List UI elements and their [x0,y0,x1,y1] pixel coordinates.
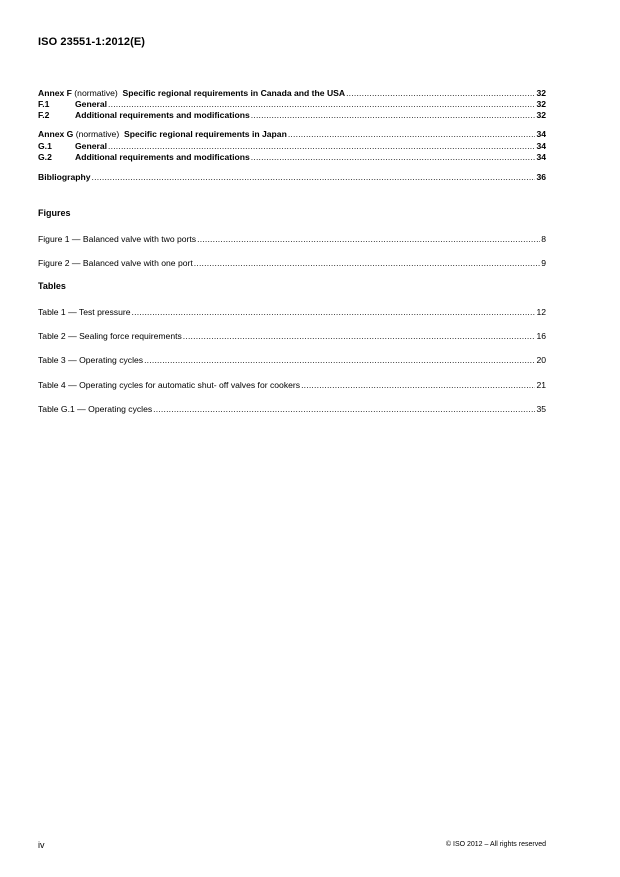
dot-leader [183,330,536,342]
toc-page-number: 36 [536,172,546,182]
figure-list-item[interactable] [38,233,546,245]
toc-entry-f2[interactable] [38,109,546,121]
dot-leader [194,257,540,269]
toc-entry-title: General [75,141,108,151]
table-page-number: 21 [536,380,546,390]
toc-annex-qualifier: (normative) [75,129,120,139]
table-caption: Table 3 — Operating cycles [38,355,144,365]
table-caption: Table 2 — Sealing force requirements [38,331,182,341]
toc-entry-title: Bibliography [38,172,91,182]
toc-section-number: F.2 [38,110,50,120]
toc-section-number: G.1 [38,141,52,151]
toc-entry-title: Specific regional requirements in Canada and the USA [122,88,346,98]
dot-leader [92,171,536,183]
figure-caption: Figure 1 — Balanced valve with two ports [38,234,197,244]
toc-page-number: 34 [536,141,546,151]
toc-entry-title: Additional requirements and modifications [75,110,250,120]
toc-annex-label: Annex F [38,88,72,98]
dot-leader [251,109,536,121]
toc-entry-title: Specific regional requirements in Japan [123,129,287,139]
toc-page-number: 32 [536,88,546,98]
table-list-item[interactable] [38,306,546,318]
toc-page-number: 32 [536,99,546,109]
toc-page-number: 34 [536,152,546,162]
toc-annex-qualifier: (normative) [74,88,118,98]
dot-leader [132,306,536,318]
toc-entry-title: General [75,99,108,109]
table-list-item[interactable] [38,379,546,391]
table-list-item[interactable] [38,354,546,366]
table-list-item[interactable] [38,403,546,415]
figure-page-number: 9 [541,258,546,268]
toc-annex-label: Annex G [38,129,74,139]
dot-leader [197,233,540,245]
toc-entry-bibliography[interactable] [38,171,546,183]
footer-page-number: iv [38,840,45,850]
toc-entry-title: Additional requirements and modifications [75,152,250,162]
table-page-number: 35 [536,404,546,414]
table-list-item[interactable] [38,330,546,342]
toc-entry-g2[interactable] [38,151,546,163]
document-id-header: ISO 23551-1:2012(E) [38,36,146,48]
footer-copyright: © ISO 2012 – All rights reserved [445,841,546,848]
toc-page-number: 32 [536,110,546,120]
figure-page-number: 8 [541,234,546,244]
figure-caption: Figure 2 — Balanced valve with one port [38,258,193,268]
table-page-number: 20 [536,355,546,365]
dot-leader [144,354,535,366]
tables-heading: Tables [38,281,66,291]
dot-leader [288,128,536,140]
dot-leader [301,379,535,391]
figure-list-item[interactable] [38,257,546,269]
table-caption: Table 1 — Test pressure [38,307,131,317]
dot-leader [153,403,535,415]
toc-page-number: 34 [536,129,546,139]
toc-section-number: F.1 [38,99,50,109]
toc-section-number: G.2 [38,152,52,162]
toc-entry-annex-g[interactable] [38,128,546,140]
table-caption: Table G.1 — Operating cycles [38,404,153,414]
dot-leader [251,151,536,163]
table-page-number: 16 [536,331,546,341]
table-page-number: 12 [536,307,546,317]
figures-heading: Figures [38,208,71,218]
table-caption: Table 4 — Operating cycles for automatic shut- off valves for cookers [38,380,301,390]
